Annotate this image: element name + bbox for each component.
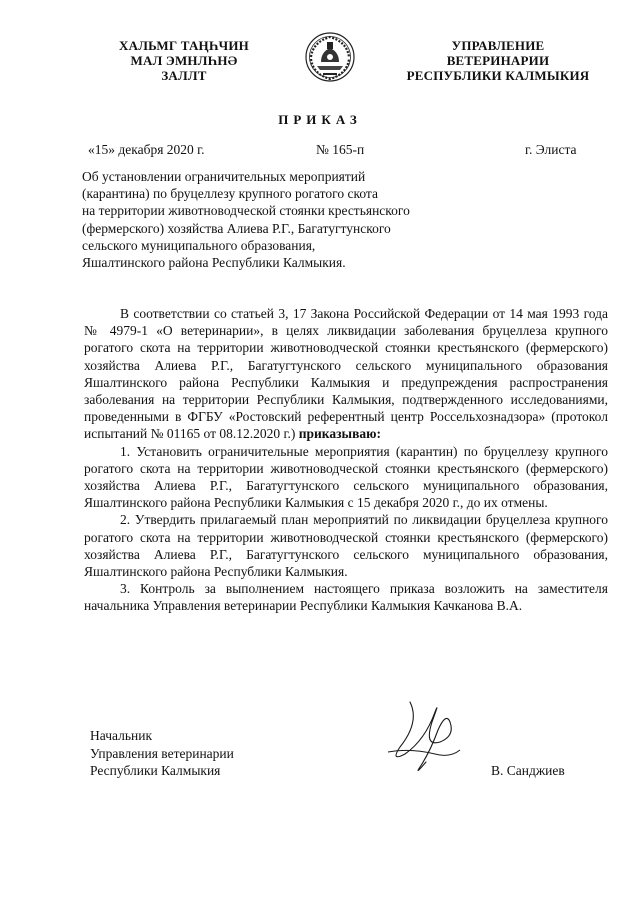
signer-position bbox=[90, 727, 234, 780]
header-kalmyk-name bbox=[98, 38, 270, 83]
order-item-1: 1. Установить ограничительные мероприятия (карантин) по бруцеллезу крупного рогатого скота на территории животноводческой стоянки крестьянского (фермерского) хозяйства Алиева Р.Г., Багатугтунского сельского муниципального образования, Яшалтинского района Республики Калмыкия с 15 декабря 2020 г., до их отмены. bbox=[84, 443, 608, 511]
header-left-line: ХАЛЬМГ ТАҢҺЧИН bbox=[119, 38, 249, 53]
header-left-line: ЗАЛЛТ bbox=[161, 68, 207, 83]
subject-line: Яшалтинского района Республики Калмыкия. bbox=[82, 255, 346, 271]
order-city: г. Элиста bbox=[525, 142, 577, 157]
subject-line: сельского муниципального образования, bbox=[82, 237, 316, 253]
handwritten-signature bbox=[380, 692, 470, 782]
order-title: ПРИКАЗ bbox=[278, 112, 362, 127]
preamble-paragraph bbox=[84, 305, 608, 443]
header-left-line: МАЛ ЭМНЛҺНӘ bbox=[130, 53, 238, 68]
order-word: приказываю: bbox=[298, 426, 381, 442]
subject-line: (карантина) по бруцеллезу крупного рогатого скота bbox=[82, 186, 378, 202]
order-number: № 165-п bbox=[316, 142, 365, 157]
header-right-line: ВЕТЕРИНАРИИ bbox=[446, 53, 550, 68]
order-item-2: 2. Утвердить прилагаемый план мероприятий по ликвидации бруцеллеза крупного рогатого скота на территории животноводческой стоянки крестьянского (фермерского) хозяйства Алиева Р.Г., Багатугтунского сельского муниципального образования, Яшалтинского района Республики Калмыкия. bbox=[84, 512, 608, 580]
preamble-text: В соответствии со статьей 3, 17 Закона Российской Федерации от 14 мая 1993 года № 4979-1 «О ветеринарии», в целях ликвидации заболевания бруцеллеза крупного рогатого скота на территории животноводческой стоянки крестьянского (фермерского) хозяйства Алиева Р.Г., Багатугтунского сельского муниципального образования Яшалтинского района Республики Калмыкия и предупреждения распространения заболевания на территории Республики Калмыкия, подтвержденного исследованиями, проведенными в ФГБУ «Ростовский референтный центр Россельхознадзора» (протокол испытаний № 01165 от 08.12.2020 г.) bbox=[84, 306, 608, 442]
signer-position-line: Республики Калмыкия bbox=[90, 763, 221, 779]
header-right-line: РЕСПУБЛИКИ КАЛМЫКИЯ bbox=[406, 68, 590, 83]
signer-position-line: Управления ветеринарии bbox=[90, 745, 234, 761]
order-date: «15» декабря 2020 г. bbox=[88, 142, 205, 157]
kalmykia-coat-of-arms-icon bbox=[303, 30, 357, 86]
signer-position-line: Начальник bbox=[90, 728, 153, 743]
order-body bbox=[84, 305, 608, 615]
header-russian-name bbox=[398, 38, 598, 83]
subject-line: Об установлении ограничительных мероприятий bbox=[82, 169, 366, 184]
header-right-line: УПРАВЛЕНИЕ bbox=[451, 38, 545, 53]
subject-line: (фермерского) хозяйства Алиева Р.Г., Багатугтунского bbox=[82, 220, 391, 236]
order-item-3: 3. Контроль за выполнением настоящего приказа возложить на заместителя начальника Управления ветеринарии Республики Калмыкия Качканова В.А. bbox=[84, 581, 608, 614]
subject-line: на территории животноводческой стоянки крестьянского bbox=[82, 203, 410, 219]
order-subject bbox=[82, 168, 522, 271]
signer-name: В. Санджиев bbox=[491, 763, 565, 778]
